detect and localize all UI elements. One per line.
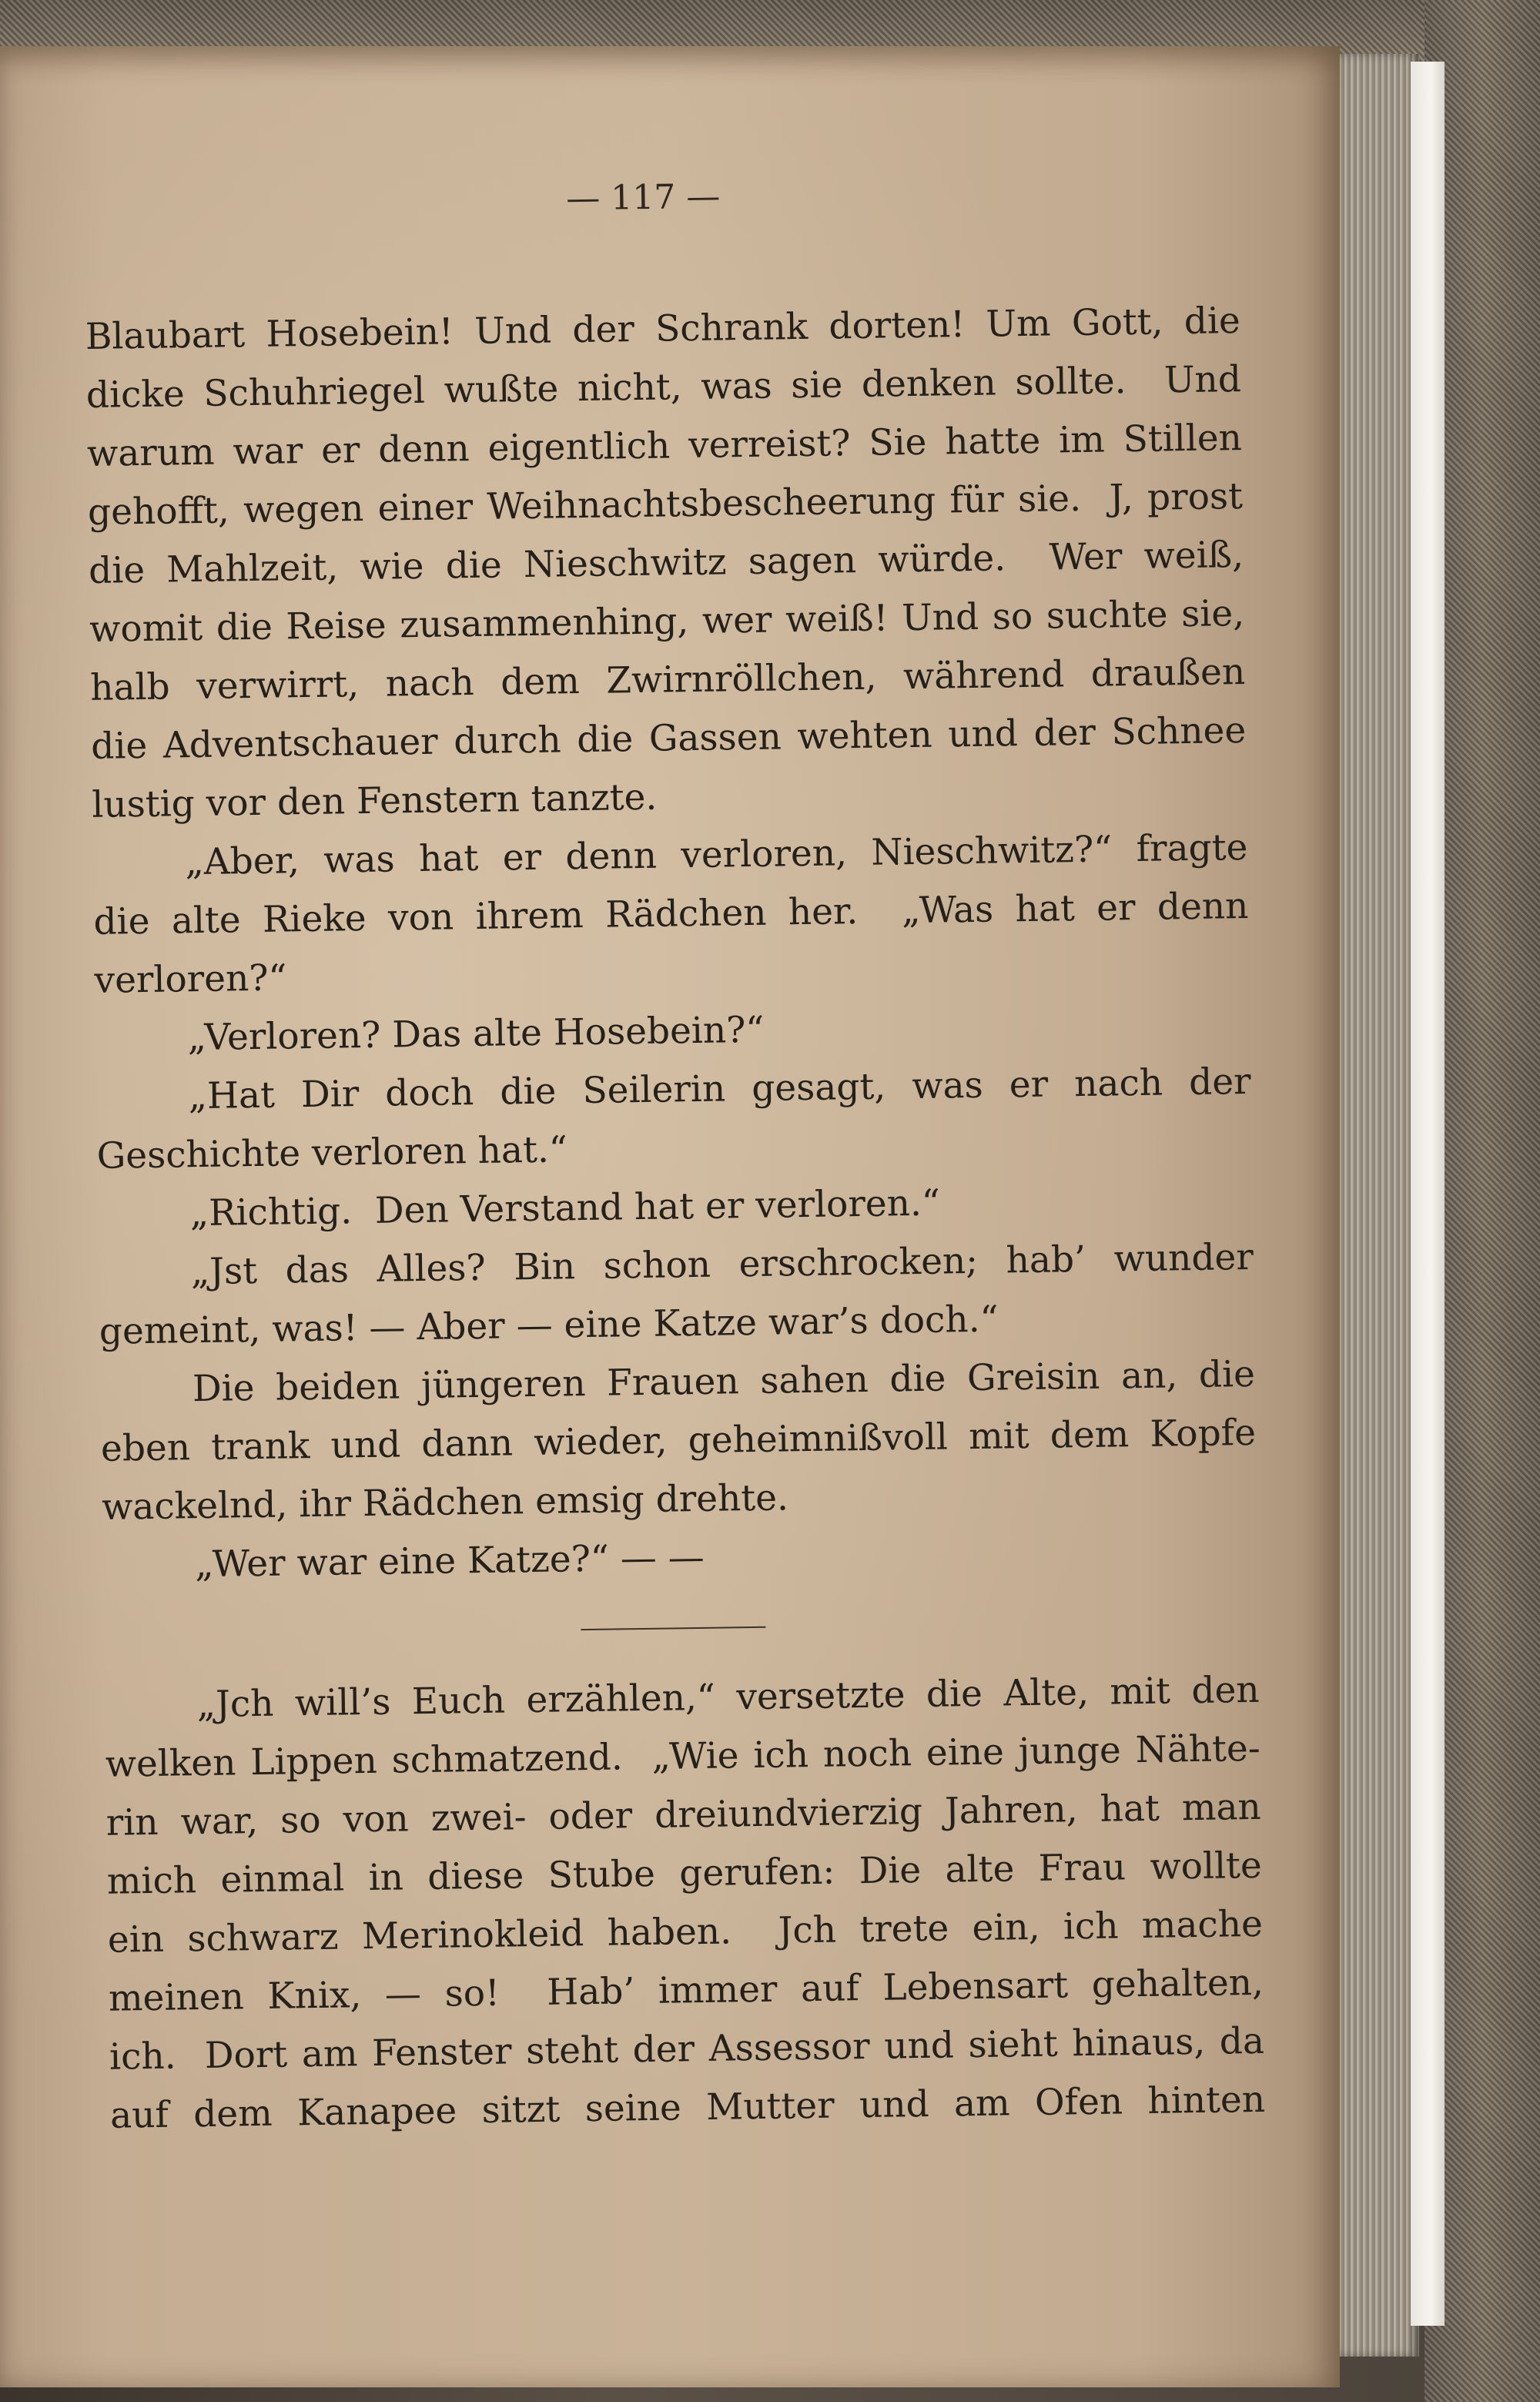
text-line: Die beiden jüngeren Frauen sahen die Greisin an, die — [192, 1352, 1256, 1411]
text-line: womit die Reise zusammenhing, wer weiß! Und so suchte sie, — [89, 592, 1245, 651]
text-line: rin war, so von zwei- oder dreiundvierzig Jahren, hat man — [105, 1785, 1262, 1844]
text-line: die Adventschauer durch die Gassen wehten und der Schnee — [90, 709, 1247, 768]
text-line: Geschichte verloren hat.“ — [96, 1128, 568, 1178]
text-line: „Jch will’s Euch erzählen,“ versetzte die Alte, mit den — [196, 1668, 1260, 1727]
paragraphs-part-2 — [104, 1661, 1265, 2146]
page-number: — 117 — — [565, 176, 721, 219]
text-line: welken Lippen schmatzend. „Wie ich noch eine junge Nähte- — [105, 1727, 1261, 1786]
page-text — [83, 161, 1266, 2146]
text-line: dicke Schuhriegel wußte nicht, was sie denken sollte. Und — [85, 358, 1242, 417]
text-line: halb verwirrt, nach dem Zwirnröllchen, während draußen — [89, 650, 1246, 709]
text-line: wackelnd, ihr Rädchen emsig drehte. — [101, 1476, 789, 1529]
text-line: „Wer war eine Katze?“ — — — [194, 1536, 705, 1586]
text-line: warum war er denn eigentlich verreist? Sie hatte im Stillen — [86, 417, 1243, 475]
text-line: ein schwarz Merinokleid haben. Jch trete ein, ich mache — [107, 1902, 1264, 1961]
text-line: lustig vor den Fenstern tanzte. — [92, 776, 658, 826]
text-section-2 — [104, 1661, 1265, 2146]
white-flyleaf — [1411, 62, 1445, 2326]
text-line: gemeint, was! — Aber — eine Katze war’s doch.“ — [99, 1298, 999, 1353]
text-line: „Aber, was hat er denn verloren, Nieschwitz?“ fragte — [185, 826, 1248, 884]
text-line: mich einmal in diese Stube gerufen: Die alte Frau wollte — [106, 1844, 1263, 1903]
paragraphs-part-1 — [85, 292, 1257, 1596]
book-page — [0, 46, 1340, 2387]
text-line: „Jst das Alles? Bin schon erschrocken; hab’ wunder — [190, 1235, 1254, 1294]
text-line: die alte Rieke von ihrem Rädchen her. „Was hat er denn — [93, 884, 1249, 943]
text-line: meinen Knix, — so! Hab’ immer auf Lebensart gehalten, — [108, 1961, 1264, 2020]
text-line: gehofft, wegen einer Weihnachtsbescheerung für sie. J, prost — [87, 475, 1244, 534]
text-line: ich. Dort am Fenster steht der Assessor und sieht hinaus, da — [109, 2019, 1265, 2079]
text-line: „Hat Dir doch die Seilerin gesagt, was er nach der — [188, 1060, 1251, 1118]
text-section-1 — [83, 161, 1258, 1596]
text-line: „Richtig. Den Verstand hat er verloren.“ — [189, 1181, 941, 1235]
text-line: auf dem Kanapee sitzt seine Mutter und am Ofen hinten — [109, 2078, 1266, 2137]
text-line: verloren?“ — [94, 956, 287, 1002]
section-divider-line — [581, 1626, 765, 1630]
text-line: „Verloren? Das alte Hosebein?“ — [187, 1008, 765, 1060]
text-line: eben trank und dann wieder, geheimnißvoll mit dem Kopfe — [100, 1411, 1257, 1470]
text-line: Blaubart Hosebein! Und der Schrank dorten! Um Gott, die — [85, 300, 1241, 358]
text-line: die Mahlzeit, wie die Nieschwitz sagen würde. Wer weiß, — [88, 534, 1244, 592]
